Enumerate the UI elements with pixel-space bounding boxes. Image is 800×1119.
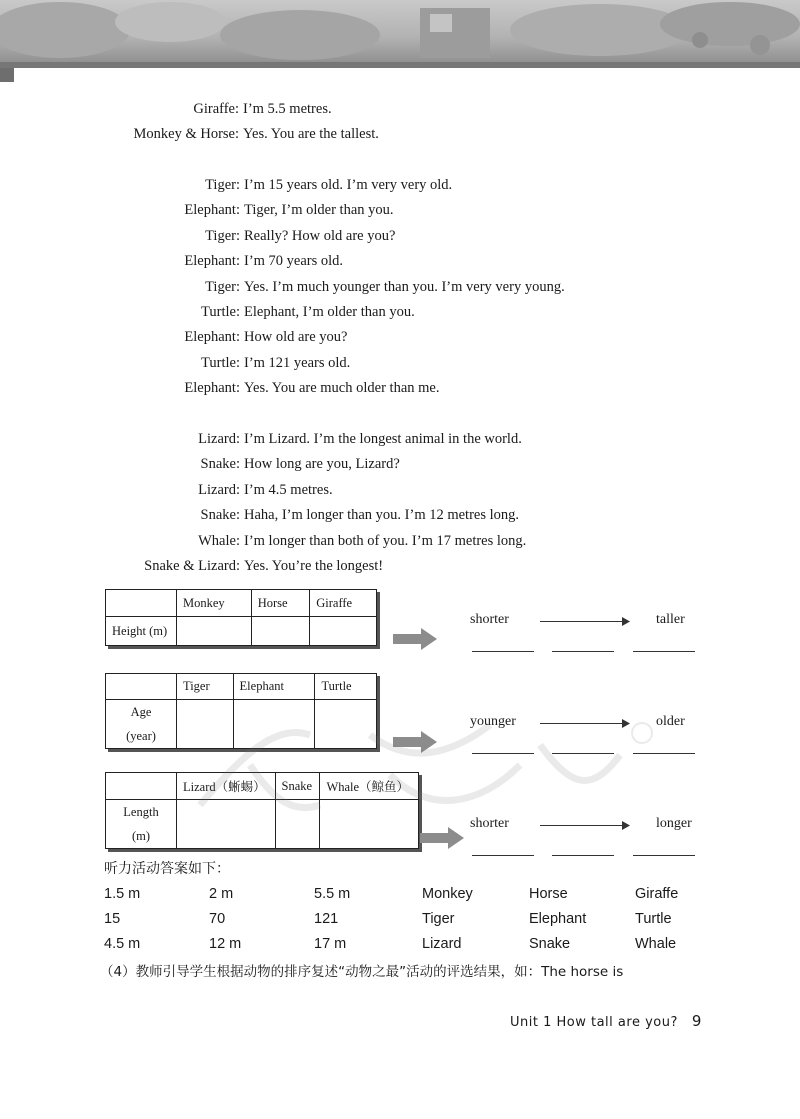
row-label: Age (year) [106, 700, 177, 749]
speaker-name: Elephant: [184, 202, 240, 219]
dialogue-line [0, 253, 343, 275]
right-arrow-icon [420, 827, 466, 849]
dialogue-line [0, 329, 347, 351]
answer-cell-text: 121 [314, 911, 339, 927]
dialogue-line [0, 228, 395, 250]
speaker-name: Tiger: [205, 177, 240, 193]
row-label: Length (m) [106, 800, 177, 849]
answer-cell-text: Snake [529, 936, 571, 952]
table-header: Snake [275, 773, 320, 800]
dialogue-line [0, 355, 350, 377]
answer-cell[interactable] [310, 617, 377, 646]
table-header: Turtle [315, 674, 377, 700]
sequence-end-label: older [656, 714, 685, 729]
table-header: Monkey [177, 590, 252, 617]
dialogue-text: Haha, I’m longer than you. I’m 12 metres long. [244, 507, 520, 524]
dialogue-text: Yes. You’re the longest! [244, 558, 384, 574]
answer-cell-text: 2 m [209, 886, 234, 902]
dialogue-line [0, 482, 333, 504]
answer-blank[interactable] [633, 651, 695, 652]
answer-cell-text: Lizard [422, 936, 462, 952]
arrowhead-icon [622, 617, 630, 626]
dialogue-text: Tiger, I’m older than you. [244, 202, 394, 219]
dialogue-text: I’m longer than both of you. I’m 17 metres long. [244, 532, 527, 549]
answer-cell-text: 17 m [314, 936, 347, 952]
answer-cell-text: Whale [635, 936, 677, 952]
sequence-start-label: shorter [470, 816, 509, 831]
dialogue-line [0, 101, 332, 123]
dialogue-line [0, 431, 522, 453]
dialogue-text: How old are you? [244, 329, 348, 346]
dialogue-text: Elephant, I’m older than you. [244, 304, 415, 320]
answer-cell-text: 70 [209, 911, 226, 927]
answer-cell-text: Horse [529, 886, 568, 902]
publisher-watermark [190, 705, 660, 825]
sequence-start-label: younger [470, 714, 516, 729]
answer-blank[interactable] [472, 855, 534, 856]
speaker-name: Turtle: [201, 304, 240, 320]
answer-cell-text: Turtle [635, 911, 672, 927]
speaker-name: Elephant: [184, 253, 240, 270]
dialogue-text: I’m 70 years old. [244, 253, 344, 270]
answer-blank[interactable] [633, 855, 695, 856]
answer-cell-text: Monkey [422, 886, 473, 902]
speaker-name: Whale: [198, 532, 240, 549]
speaker-name: Lizard: [198, 481, 240, 498]
dialogue-text: I’m 15 years old. I’m very very old. [244, 177, 453, 193]
dialogue-text: Yes. You are much older than me. [244, 380, 440, 397]
answer-blank[interactable] [552, 855, 614, 856]
speaker-name: Snake & Lizard: [144, 558, 240, 574]
dialogue-line [0, 202, 394, 224]
speaker-name: Elephant: [184, 329, 240, 346]
sequence-end-label: taller [656, 612, 685, 627]
speaker-name: Tiger: [205, 278, 240, 295]
dialogue-text: I’m 4.5 metres. [244, 481, 333, 498]
dialogue-text: Yes. I’m much younger than you. I’m very very young. [244, 278, 565, 295]
footer-unit-title: Unit 1 How tall are you? [510, 1015, 678, 1030]
speaker-name: Turtle: [201, 354, 240, 371]
speaker-name: Lizard: [198, 431, 240, 447]
answer-cell-text: 15 [104, 911, 121, 927]
answer-blank[interactable] [472, 651, 534, 652]
banner-corner [0, 68, 14, 82]
row-label: Height (m) [106, 617, 177, 646]
page-number: 9 [691, 1012, 702, 1030]
speaker-name: Monkey & Horse: [133, 126, 239, 143]
header-banner [0, 0, 800, 68]
answer-cell-text: Elephant [529, 911, 587, 927]
sequence-arrow-line [540, 825, 626, 826]
sequence-arrow-line [540, 621, 626, 622]
dialogue-line [0, 380, 439, 402]
sequence-start-label: shorter [470, 612, 509, 627]
table-header: Whale（鲸鱼） [320, 773, 419, 800]
teaching-note: （4）教师引导学生根据动物的排序复述“动物之最”活动的评选结果，如：The horse is [100, 964, 624, 980]
answer-cell-text: 5.5 m [314, 886, 351, 902]
answer-cell[interactable] [251, 617, 310, 646]
dialogue-line [0, 507, 519, 529]
dialogue-line [0, 533, 526, 555]
page-footer [510, 1012, 702, 1030]
dialogue-line [0, 558, 383, 580]
dialogue-line [0, 456, 400, 478]
answers-heading: 听力活动答案如下： [104, 861, 230, 877]
dialogue-text: Really? How old are you? [244, 227, 396, 244]
table-header: Tiger [177, 674, 234, 700]
dialogue-line [0, 126, 379, 148]
dialogue-text: I’m Lizard. I’m the longest animal in the world. [244, 431, 522, 447]
dialogue-text: I’m 5.5 metres. [243, 101, 332, 117]
table-header: Lizard（蜥蜴） [177, 773, 276, 800]
dialogue-text: I’m 121 years old. [244, 354, 351, 371]
dialogue-line [0, 304, 415, 326]
answer-cell-text: 12 m [209, 936, 242, 952]
dialogue-line [0, 279, 565, 301]
answer-cell-text: Tiger [422, 911, 455, 927]
right-arrow-icon [393, 628, 439, 650]
answer-blank[interactable] [552, 651, 614, 652]
answer-cell-text: 4.5 m [104, 936, 141, 952]
speaker-name: Snake: [200, 507, 240, 524]
speaker-name: Tiger: [205, 227, 240, 244]
sequence-end-label: longer [656, 816, 692, 831]
table-header: Elephant [233, 674, 315, 700]
dialogue-line [0, 177, 452, 199]
speaker-name: Elephant: [184, 380, 240, 397]
height-table [105, 589, 377, 646]
banner-illustration [0, 0, 800, 68]
table-header: Horse [251, 590, 310, 617]
speaker-name: Giraffe: [193, 101, 239, 117]
dialogue-text: How long are you, Lizard? [244, 456, 400, 473]
speaker-name: Snake: [200, 456, 240, 473]
table-header: Giraffe [310, 590, 377, 617]
answer-cell[interactable] [177, 617, 252, 646]
answer-cell-text: 1.5 m [104, 886, 141, 902]
dialogue-text: Yes. You are the tallest. [243, 126, 379, 143]
answer-cell-text: Giraffe [635, 886, 679, 902]
